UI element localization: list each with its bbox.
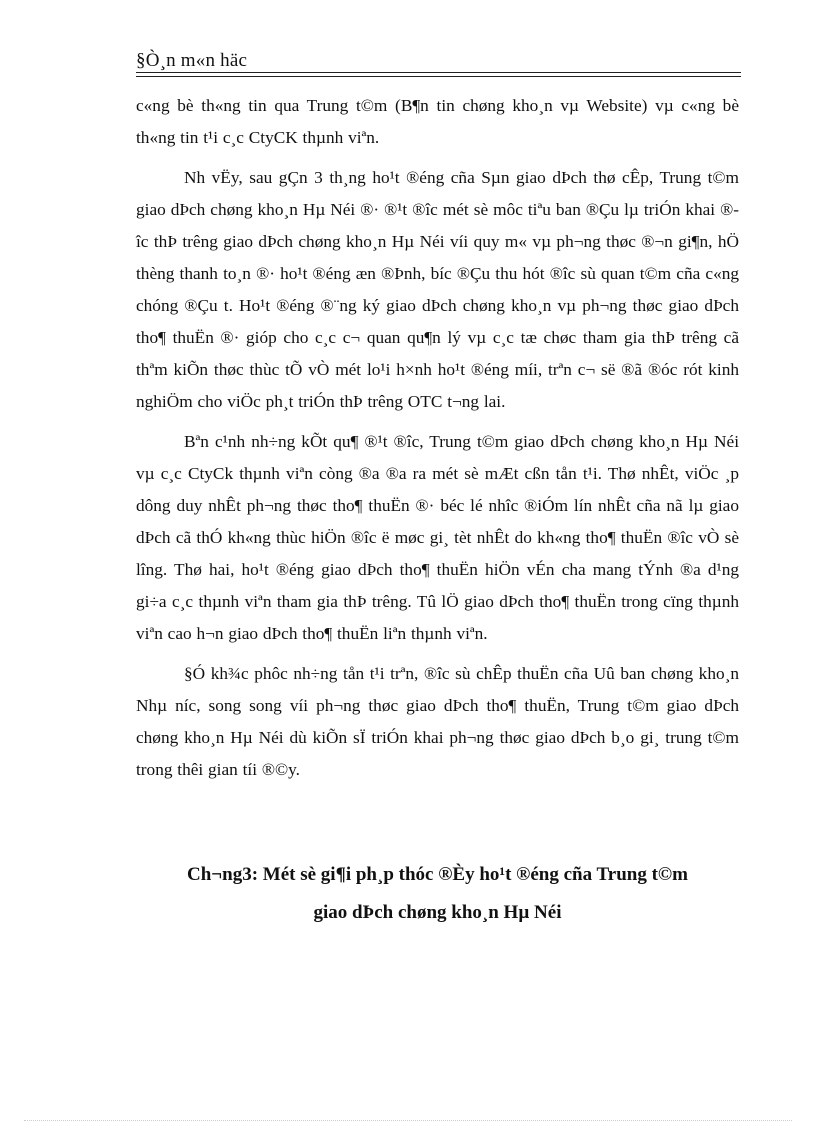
- paragraph-shortcomings: Bªn c¹nh nh÷ng kÕt qu¶ ®¹t ®îc, Trung t©m giao dÞch chøng kho¸n Hµ Néi vµ c¸c CtyCk thµnh viªn còng ®a ®a ra mét sè mÆt cßn tån t¹i. Thø nhÊt, viÖc ¸p dông duy nhÊt ph¬ng thøc tho¶ thuËn ®· béc lé nhîc ®iÓm lín nhÊt cña nã lµ giao dÞch cã thÓ kh«ng thùc hiÖn ®îc ë møc gi¸ tèt nhÊt do kh«ng tho¶ thuËn ®îc vÒ sè lîng. Thø hai, ho¹t ®éng giao dÞch tho¶ thuËn hiÖn vÉn cha mang tÝnh ®a d¹ng gi÷a c¸c thµnh viªn tham gia thÞ trêng. Tû lÖ giao dÞch tho¶ thuËn trong cïng thµnh viªn cao h¬n giao dÞch tho¶ thuËn liªn thµnh viªn.: [136, 432, 739, 643]
- header-rule-thin: [136, 76, 741, 77]
- header-title: §Ò¸n m«n häc: [136, 50, 248, 71]
- chapter-heading-line2: giao dÞch chøng kho¸n Hµ Néi: [313, 902, 562, 923]
- page-bottom-border: [24, 1120, 792, 1121]
- body-text: [136, 90, 739, 794]
- paragraph-solution: §Ó kh¾c phôc nh÷ng tån t¹i trªn, ®îc sù chÊp thuËn cña Uû ban chøng kho¸n Nhµ níc, song song víi ph¬ng thøc giao dÞch tho¶ thuËn, Trung t©m giao dÞch chøng kho¸n Hµ Néi dù kiÕn sÏ triÓn khai ph¬ng thøc giao dÞch b¸o gi¸ trung t©m trong thêi gian tíi ®©y.: [136, 664, 739, 779]
- page-header: [136, 50, 741, 73]
- chapter-heading-line1: Ch¬ng3: Mét sè gi¶i ph¸p thóc ®Èy ho¹t ®éng cña Trung t©m: [187, 864, 688, 885]
- header-rule-thick: [136, 72, 741, 73]
- paragraph-continuation: c«ng bè th«ng tin qua Trung t©m (B¶n tin chøng kho¸n vµ Website) vµ c«ng bè th«ng tin t¹i c¸c CtyCK thµnh viªn.: [136, 96, 739, 147]
- paragraph-results: Nh vËy, sau gÇn 3 th¸ng ho¹t ®éng cña Sµn giao dÞch thø cÊp, Trung t©m giao dÞch chøng kho¸n Hµ Néi ®· ®¹t ®îc mét sè môc tiªu ban ®Çu lµ triÓn khai ®îc thÞ trêng giao dÞch chøng kho¸n Hµ Néi víi quy m« vµ ph¬ng thøc ®¬n gi¶n, hÖ thèng thanh to¸n ®· ho¹t ®éng æn ®Þnh, bíc ®Çu thu hót ®îc sù quan t©m cña c«ng chóng ®Çu t. Ho¹t ®éng ®¨ng ký giao dÞch chøng kho¸n vµ ph¬ng thøc giao dÞch tho¶ thuËn ®· gióp cho c¸c c¬ quan qu¶n lý vµ c¸c tæ chøc tham gia thÞ trêng cã thªm kiÕn thøc thùc tÕ vÒ mét lo¹i h×nh ho¹t ®éng míi, trªn c¬ së ®ã ®óc rót kinh nghiÖm cho viÖc ph¸t triÓn thÞ trêng OTC t¬ng lai.: [136, 168, 739, 411]
- chapter-heading: [136, 856, 739, 932]
